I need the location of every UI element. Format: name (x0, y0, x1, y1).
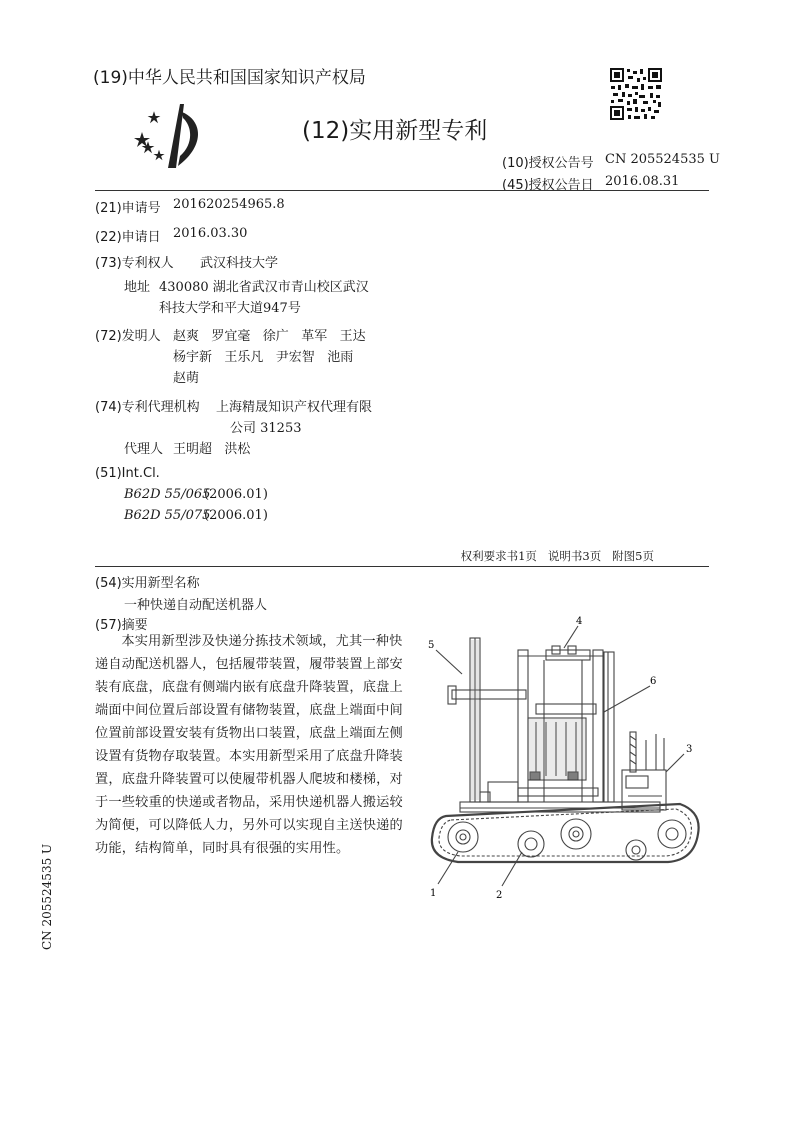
ipc-date-1: (2006.01) (204, 487, 268, 502)
figure-label-4: 4 (576, 616, 583, 627)
inventors-line-1: 赵爽 罗宜毫 徐广 革军 王达 (173, 329, 366, 344)
figure-label-1: 1 (430, 888, 437, 899)
abstract-label: (57)摘要 (95, 618, 148, 633)
inventors-line-3: 赵萌 (173, 371, 200, 386)
ipc-date-2: (2006.01) (204, 508, 268, 523)
publication-number: CN 205524535 U (605, 152, 720, 167)
figure-label-5: 5 (428, 640, 435, 651)
utility-model-title: 一种快递自动配送机器人 (124, 598, 268, 613)
header-rule (95, 190, 709, 191)
application-number-label: (21)申请号 (95, 201, 161, 216)
application-number: 201620254965.8 (173, 197, 285, 212)
agency-line-2: 公司 31253 (230, 421, 302, 436)
publication-number-label: (10)授权公告号 (502, 156, 594, 171)
address-line-1: 430080 湖北省武汉市青山校区武汉 (159, 280, 369, 295)
application-date-label: (22)申请日 (95, 230, 161, 245)
agency-label: (74)专利代理机构 (95, 400, 200, 415)
inventors-line-2: 杨宇新 王乐凡 尹宏智 池雨 (173, 350, 354, 365)
inventors-label: (72)发明人 (95, 329, 161, 344)
publication-date-label: (45)授权公告日 (502, 178, 594, 193)
address-label: 地址 (124, 280, 151, 295)
ipc-code-2: B62D 55/075 (124, 508, 211, 523)
utility-model-title-label: (54)实用新型名称 (95, 576, 200, 591)
robot-drawing (418, 612, 710, 904)
patentee-label: (73)专利权人 (95, 256, 174, 271)
figure-label-6: 6 (650, 676, 657, 687)
figure-label-3: 3 (686, 744, 693, 755)
agents: 王明超 洪松 (173, 442, 251, 457)
publication-date: 2016.08.31 (605, 174, 680, 189)
qr-code (610, 68, 662, 120)
side-publication-number: CN 205524535 U (40, 843, 54, 950)
agent-label: 代理人 (124, 442, 164, 457)
patentee: 武汉科技大学 (200, 256, 279, 271)
int-cl-label: (51)Int.Cl. (95, 466, 160, 481)
application-date: 2016.03.30 (173, 226, 248, 241)
office-name: (19)中华人民共和国国家知识产权局 (93, 68, 366, 88)
abstract-body (95, 630, 407, 860)
page-count-summary: 权利要求书1页 说明书3页 附图5页 (460, 549, 654, 563)
summary-rule (95, 566, 709, 567)
ipc-code-1: B62D 55/065 (124, 487, 211, 502)
cnipa-logo (132, 100, 212, 174)
abstract-text: 本实用新型涉及快递分拣技术领域，尤其一种快递自动配送机器人，包括履带装置，履带装置上部安装有底盘，底盘有侧端内嵌有底盘升降装置，底盘上端面中间位置后部设置有储物装置，底盘上端面中间位置前部设置安装有货物出口装置，底盘上端面左侧设置有货物存取装置。本实用新型采用了底盘升降装置，底盘升降装置可以使履带机器人爬坡和楼梯，对于一些较重的快递或者物品，采用快递机器人搬运较为简便，可以降低人力，另外可以实现自主送快递的功能，结构简单，同时具有很强的实用性。 (95, 634, 403, 856)
figure-label-2: 2 (496, 890, 503, 901)
address-line-2: 科技大学和平大道947号 (159, 301, 301, 316)
agency-line-1: 上海精晟知识产权代理有限 (216, 400, 373, 415)
document-type: (12)实用新型专利 (302, 118, 488, 144)
